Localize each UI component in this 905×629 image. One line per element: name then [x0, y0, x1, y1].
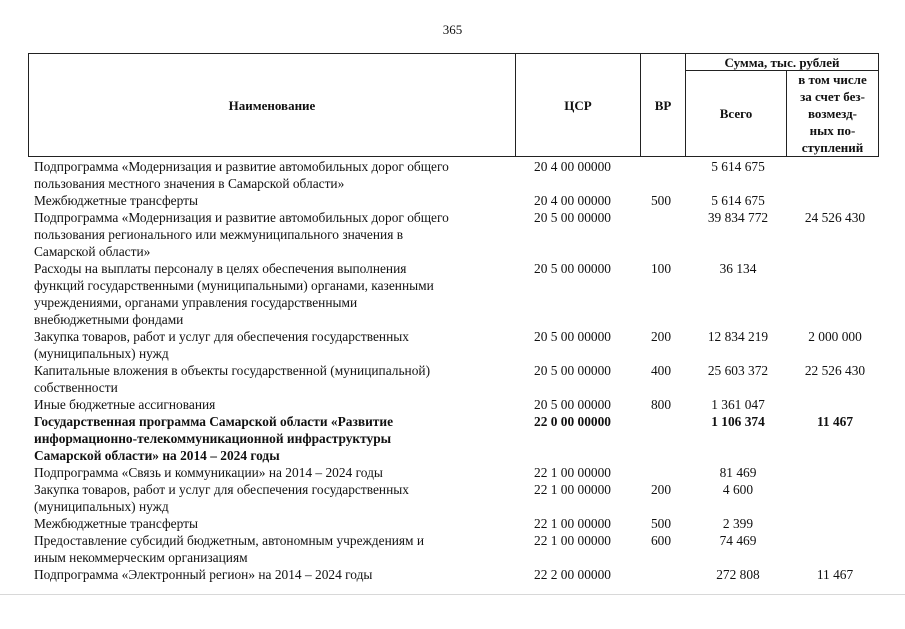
row-name-line: собственности [34, 380, 118, 395]
table-row [0, 413, 905, 464]
table-row [0, 396, 905, 413]
row-total: 4 600 [722, 482, 754, 497]
page-number: 365 [442, 22, 463, 37]
row-vr: 500 [650, 193, 672, 208]
table-row [0, 464, 905, 481]
header-bottom-border [28, 156, 879, 157]
row-name-line: Закупка товаров, работ и услуг для обеспечения государственных [34, 482, 409, 497]
row-total: 81 469 [719, 465, 757, 480]
row-name-line: Расходы на выплаты персоналу в целях обеспечения выполнения [34, 261, 407, 276]
row-name [34, 396, 514, 413]
row-name-line: (муниципальных) нужд [34, 499, 169, 514]
row-csr: 22 1 00 00000 [534, 516, 611, 531]
table-row [0, 515, 905, 532]
row-vr: 800 [650, 397, 672, 412]
row-name [34, 209, 514, 260]
row-csr: 22 0 00 00000 [534, 414, 611, 429]
row-name [34, 481, 514, 515]
row-name-line: учреждениями, органами управления государственными [34, 295, 358, 310]
row-name-line: пользования местного значения в Самарской области» [34, 176, 345, 191]
row-incl: 11 467 [816, 414, 854, 429]
row-csr: 22 1 00 00000 [534, 482, 611, 497]
header-incl-line: ных по- [809, 123, 856, 138]
table-row [0, 209, 905, 260]
row-name-line: Межбюджетные трансферты [34, 193, 198, 208]
row-name-line: внебюджетными фондами [34, 312, 184, 327]
row-vr: 200 [650, 329, 672, 344]
header-sum-group: Сумма, тыс. рублей [724, 54, 840, 70]
row-name-line: Иные бюджетные ассигнования [34, 397, 216, 412]
page-edge-line [0, 594, 905, 595]
row-vr: 600 [650, 533, 672, 548]
row-total: 39 834 772 [707, 210, 769, 225]
row-name [34, 328, 514, 362]
row-total: 12 834 219 [707, 329, 769, 344]
row-total: 36 134 [719, 261, 757, 276]
row-name-line: (муниципальных) нужд [34, 346, 169, 361]
row-name-line: пользования регионального или межмуниципального значения в [34, 227, 404, 242]
table-row [0, 481, 905, 515]
row-name-line: Предоставление субсидий бюджетным, автономным учреждениям и [34, 533, 425, 548]
row-name [34, 362, 514, 396]
row-name-line: Подпрограмма «Электронный регион» на 2014 – 2024 годы [34, 567, 373, 582]
row-name [34, 260, 514, 328]
row-incl: 24 526 430 [804, 210, 866, 225]
row-total: 1 361 047 [711, 397, 765, 412]
row-vr: 100 [650, 261, 672, 276]
header-csr: ЦСР [564, 97, 592, 113]
row-name-line: Закупка товаров, работ и услуг для обеспечения государственных [34, 329, 409, 344]
header-incl [787, 71, 878, 156]
row-name-line: Самарской области» на 2014 – 2024 годы [34, 448, 280, 463]
row-total: 5 614 675 [711, 193, 765, 208]
table-row [0, 260, 905, 328]
row-csr: 20 4 00 00000 [534, 193, 611, 208]
row-vr: 200 [650, 482, 672, 497]
row-name [34, 413, 514, 464]
row-csr: 20 5 00 00000 [534, 363, 611, 378]
table-header [28, 53, 879, 157]
row-name-line: Подпрограмма «Модернизация и развитие автомобильных дорог общего [34, 210, 449, 225]
table-row [0, 328, 905, 362]
row-csr: 22 1 00 00000 [534, 533, 611, 548]
header-vr: ВР [654, 97, 672, 113]
table-row [0, 532, 905, 566]
row-name-line: иным некоммерческим организациям [34, 550, 248, 565]
row-csr: 20 5 00 00000 [534, 397, 611, 412]
header-incl-line: за счет без- [800, 89, 865, 104]
row-total: 74 469 [719, 533, 757, 548]
row-name-line: информационно-телекоммуникационной инфраструктуры [34, 431, 392, 446]
table-row [0, 362, 905, 396]
row-csr: 22 2 00 00000 [534, 567, 611, 582]
row-name [34, 464, 514, 481]
row-name-line: Межбюджетные трансферты [34, 516, 198, 531]
row-csr: 20 5 00 00000 [534, 210, 611, 225]
table-row [0, 158, 905, 192]
row-name-line: Подпрограмма «Модернизация и развитие автомобильных дорог общего [34, 159, 449, 174]
header-incl-line: ступлений [801, 140, 864, 155]
table-body [0, 158, 905, 583]
row-name [34, 192, 514, 209]
row-incl: 22 526 430 [804, 363, 866, 378]
row-csr: 22 1 00 00000 [534, 465, 611, 480]
row-vr: 500 [650, 516, 672, 531]
row-csr: 20 5 00 00000 [534, 329, 611, 344]
row-total: 25 603 372 [707, 363, 769, 378]
row-total: 1 106 374 [711, 414, 765, 429]
row-csr: 20 4 00 00000 [534, 159, 611, 174]
row-name-line: Самарской области» [34, 244, 151, 259]
row-name [34, 532, 514, 566]
table-row [0, 192, 905, 209]
row-name-line: функций государственными (муниципальными) органами, казенными [34, 278, 434, 293]
row-incl: 2 000 000 [808, 329, 862, 344]
row-name-line: Капитальные вложения в объекты государственной (муниципальной) [34, 363, 431, 378]
row-name [34, 515, 514, 532]
row-name-line: Подпрограмма «Связь и коммуникации» на 2014 – 2024 годы [34, 465, 383, 480]
header-incl-line: в том числе [798, 72, 867, 87]
row-name [34, 566, 514, 583]
row-name-line: Государственная программа Самарской области «Развитие [34, 414, 394, 429]
row-total: 2 399 [722, 516, 754, 531]
row-total: 272 808 [716, 567, 760, 582]
header-right-border [878, 53, 879, 157]
row-vr: 400 [650, 363, 672, 378]
header-incl-line: возмезд- [808, 106, 857, 121]
header-name: Наименование [228, 97, 316, 113]
row-csr: 20 5 00 00000 [534, 261, 611, 276]
row-incl: 11 467 [816, 567, 854, 582]
row-total: 5 614 675 [711, 159, 765, 174]
table-row [0, 566, 905, 583]
row-name [34, 158, 514, 192]
header-total: Всего [719, 106, 753, 121]
